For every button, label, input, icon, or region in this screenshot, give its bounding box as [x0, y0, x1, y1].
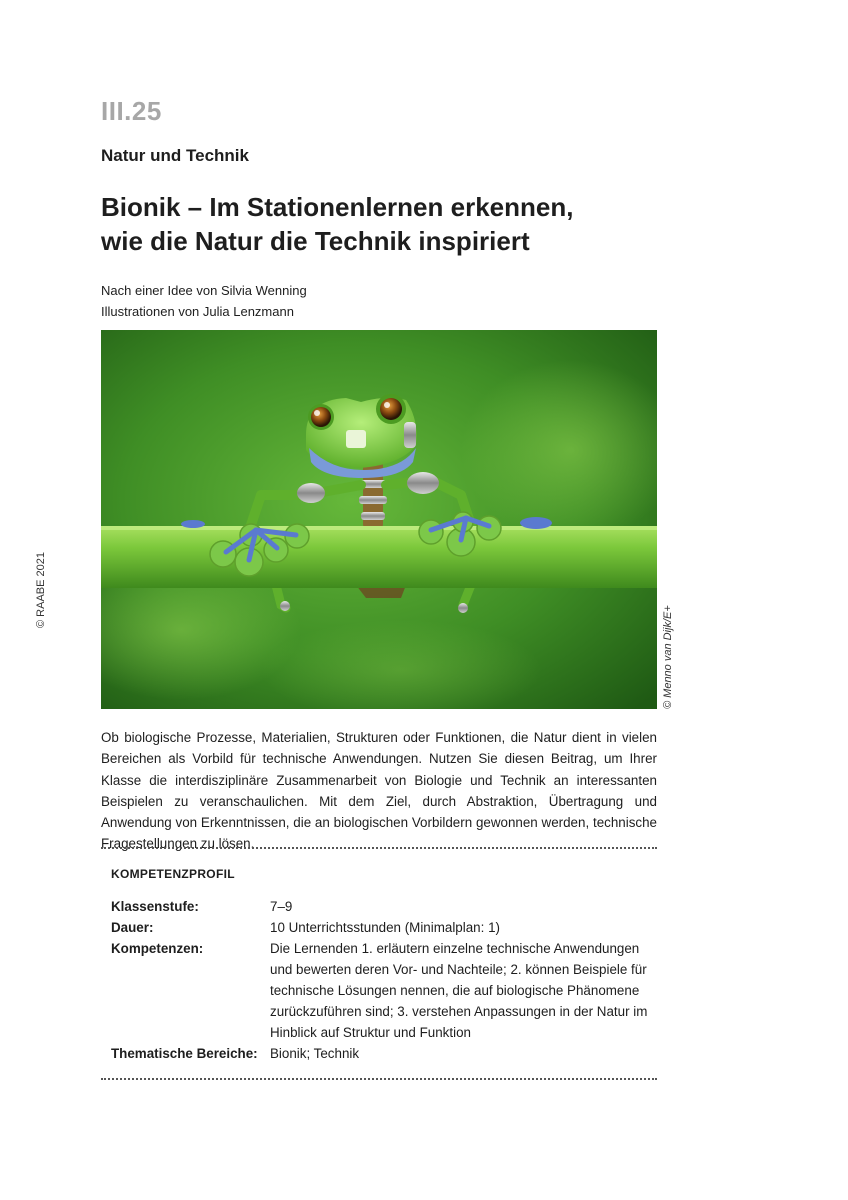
title-line-2: wie die Natur die Technik inspiriert [101, 226, 530, 256]
competence-profile-heading: KOMPETENZPROFIL [111, 867, 235, 881]
profile-label: Kompetenzen: [111, 941, 204, 956]
profile-row-competences [111, 938, 656, 1043]
profile-row-grade [111, 896, 656, 917]
bottom-divider [101, 1078, 657, 1080]
page-title [101, 190, 661, 258]
title-line-1: Bionik – Im Stationenlernen erkennen, [101, 192, 574, 222]
top-divider [101, 847, 657, 849]
profile-value: Die Lernenden 1. erläutern einzelne technische Anwendungen und bewerten deren Vor- und Nachteile; 2. können Beispiele für technische Lösungen nennen, die auf biologische Phänomene zurückzuführen sind; 3. verstehen Anpassungen in der Natur im Hinblick auf Struktur und Funktion [270, 941, 648, 1040]
profile-label: Klassenstufe: [111, 899, 199, 914]
illustration-credit: Illustrationen von Julia Lenzmann [101, 304, 294, 319]
competence-profile-table [111, 896, 656, 1064]
copyright-notice: © RAABE 2021 [35, 552, 47, 628]
credits [101, 280, 307, 322]
chapter-number: III.25 [101, 96, 162, 126]
profile-label: Dauer: [111, 920, 154, 935]
idea-credit: Nach einer Idee von Silvia Wenning [101, 283, 307, 298]
profile-label: Thematische Bereiche: [111, 1046, 258, 1061]
profile-value: 7–9 [270, 899, 293, 914]
section-title: Natur und Technik [101, 146, 249, 165]
profile-value: 10 Unterrichtsstunden (Minimalplan: 1) [270, 920, 500, 935]
profile-row-topics [111, 1043, 656, 1064]
profile-row-duration [111, 917, 656, 938]
robot-frog-photo [101, 330, 657, 709]
intro-paragraph: Ob biologische Prozesse, Materialien, Strukturen oder Funktionen, die Natur dient in vielen Bereichen als Vorbild für technische Anwendungen. Nutzen Sie diesen Beitrag, um Ihrer Klasse die interdisziplinäre Zusammenarbeit von Biologie und Technik an interessanten Beispielen zu veranschaulichen. Mit dem Ziel, durch Abstraktion, Übertragung und Anwendung von Erkenntnissen, die an biologischen Vorbildern gewonnen werden, technische Fragestellungen zu lösen. [101, 730, 657, 852]
profile-value: Bionik; Technik [270, 1046, 360, 1061]
photo-credit: © Menno van Dijk/E+ [662, 605, 674, 709]
